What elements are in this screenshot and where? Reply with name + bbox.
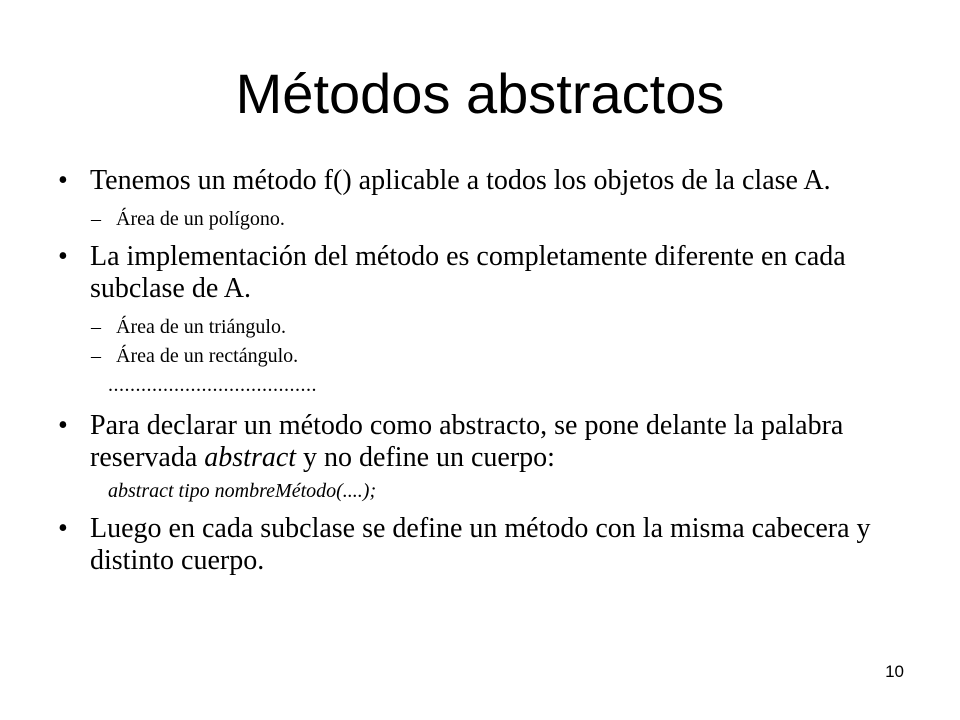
bullet-marker: • bbox=[58, 410, 68, 441]
bullet-text: Luego en cada subclase se define un método con la misma cabecera y distinto cuerpo. bbox=[90, 513, 871, 576]
sub-text: Área de un triángulo. bbox=[116, 316, 286, 338]
bullet-item bbox=[58, 513, 908, 577]
bullet-item bbox=[58, 410, 908, 474]
dash-marker: – bbox=[91, 316, 101, 338]
sub-item bbox=[58, 344, 908, 368]
sub-text: Área de un rectángulo. bbox=[116, 345, 299, 367]
bullet-text-tail: y no define un cuerpo: bbox=[296, 442, 555, 473]
slide-content bbox=[58, 165, 908, 577]
slide-title: Métodos abstractos bbox=[235, 62, 725, 125]
bullet-text: Para declarar un método como abstracto, se pone delante la palabra reservada bbox=[90, 410, 844, 473]
dash-marker: – bbox=[91, 345, 101, 367]
bullet-item bbox=[58, 165, 908, 197]
code-example: abstract tipo nombreMétodo(....); bbox=[108, 480, 377, 502]
keyword-abstract: abstract bbox=[204, 442, 297, 473]
dash-marker: – bbox=[91, 208, 101, 230]
bullet-marker: • bbox=[58, 165, 68, 196]
bullet-text: Tenemos un método f() aplicable a todos los objetos de la clase A. bbox=[90, 165, 831, 196]
sub-item bbox=[58, 207, 908, 231]
ellipsis-line: ...................................... bbox=[108, 374, 317, 396]
sub-text: Área de un polígono. bbox=[116, 208, 285, 230]
bullet-item bbox=[58, 241, 908, 305]
bullet-marker: • bbox=[58, 241, 68, 272]
bullet-marker: • bbox=[58, 513, 68, 544]
sub-item bbox=[58, 315, 908, 339]
page-number: 10 bbox=[885, 662, 904, 681]
bullet-text: La implementación del método es completamente diferente en cada subclase de A. bbox=[90, 241, 846, 304]
